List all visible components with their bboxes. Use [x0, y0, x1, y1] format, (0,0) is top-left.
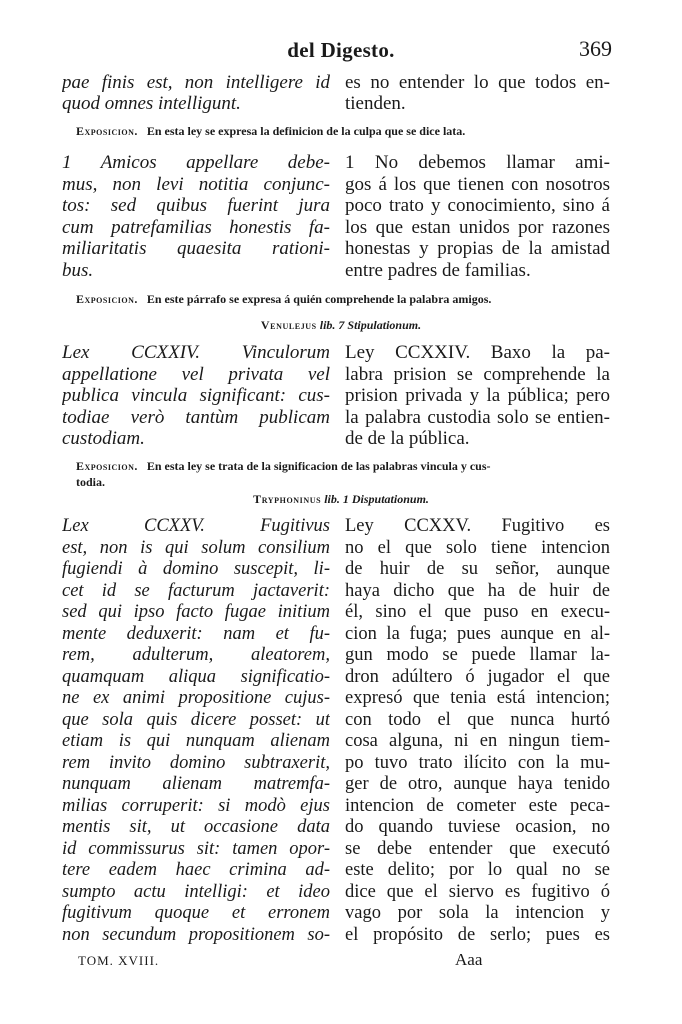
- latin-line: custodiam.: [62, 428, 145, 449]
- latin-line: publica vincula significant: cus-: [62, 385, 330, 406]
- latin-line: ne ex animi propositione cujus-: [62, 688, 330, 708]
- spanish-line: este delito; por lo qual no se: [345, 860, 610, 880]
- latin-line: todiae verò tantùm publicam: [62, 406, 330, 428]
- latin-line: mentis sit, ut occasione data: [62, 817, 330, 837]
- source-author: Tryphoninus: [253, 492, 322, 506]
- exposicion-text: En esta ley se expresa la definicion de la culpa que se dice lata.: [146, 124, 466, 138]
- spanish-line: haya dicho que ha de huir de: [345, 580, 610, 601]
- latin-line: tos: sed quibus fuerint jura: [62, 195, 330, 216]
- latin-line: rem invito domino subtraxerit,: [62, 752, 330, 773]
- spanish-line: po tuvo trato ilícito con la mu-: [345, 752, 610, 773]
- spanish-column: [345, 342, 610, 450]
- latin-line: quod omnes intelligunt.: [62, 93, 241, 114]
- source-author: Venulejus: [260, 318, 317, 332]
- text-block-lex-ccxxiv: [62, 342, 610, 452]
- latin-line: bus.: [62, 259, 94, 281]
- volume-signature: TOM. XVIII.: [78, 953, 160, 968]
- exposicion-label: Exposicion.: [76, 459, 138, 473]
- spanish-column: [345, 516, 610, 946]
- source-work: lib. 7 Stipulationum.: [319, 318, 422, 332]
- latin-line: mus, non levi notitia conjunc-: [62, 173, 330, 195]
- exposicion-label: Exposicion.: [76, 124, 138, 138]
- latin-column: [62, 516, 330, 946]
- spanish-line: labra prision se comprehende la: [345, 363, 610, 385]
- running-title: del Digesto.: [287, 38, 395, 62]
- latin-line: Lex CCXXV. Fugitivus: [62, 516, 330, 536]
- spanish-line: poco trato y conocimiento, sino á: [345, 195, 610, 216]
- exposicion-text: En esta ley se trata de la significacion de las palabras vincula y cus-: [146, 459, 491, 473]
- spanish-line: vago por sola la intencion y: [345, 903, 610, 923]
- running-head: [0, 38, 682, 66]
- latin-line: cet id se facturum jactaverit:: [62, 580, 330, 601]
- spanish-line: Ley CCXXV. Fugitivo es: [345, 516, 610, 536]
- latin-line: sed qui ipso facto fugae initium: [62, 602, 330, 622]
- text-block-paragraph-1: [62, 152, 610, 282]
- spanish-line: tienden.: [345, 93, 406, 114]
- exposicion-note: [76, 458, 606, 490]
- spanish-line: honestas y propias de la amistad: [345, 238, 610, 259]
- latin-line: tere eadem haec crimina ad-: [62, 860, 330, 880]
- exposicion-label: Exposicion.: [76, 292, 138, 306]
- spanish-line: de de la pública.: [345, 428, 470, 449]
- spanish-column: [345, 152, 610, 281]
- latin-line: mente deduxerit: nam et fu-: [62, 623, 330, 644]
- exposicion-note: [76, 291, 606, 307]
- spanish-column: [345, 72, 610, 114]
- spanish-line: cion la fuga; pues aunque en al-: [345, 623, 610, 644]
- source-citation: [0, 318, 682, 333]
- spanish-line: cosa alguna, ni en ningun tiem-: [345, 731, 610, 751]
- source-work: lib. 1 Disputationum.: [324, 492, 429, 506]
- latin-line: non secundum propositionem so-: [62, 924, 330, 945]
- spanish-line: Ley CCXXIV. Baxo la pa-: [345, 342, 610, 363]
- spanish-line: dron adúltero ó jugador el que: [345, 666, 610, 687]
- spanish-line: entre padres de familias.: [345, 259, 531, 281]
- spanish-line: 1 No debemos llamar ami-: [345, 152, 610, 173]
- spanish-line: do quando tuviese ocasion, no: [345, 817, 610, 837]
- spanish-line: él, sino el que puso en execu-: [345, 602, 610, 622]
- text-block-lex-ccxxv: [62, 516, 610, 948]
- spanish-line: con todo el que nunca hurtó: [345, 709, 610, 730]
- source-citation: [0, 492, 682, 507]
- spanish-line: dice que el siervo es fugitivo ó: [345, 881, 610, 902]
- exposicion-text: todia.: [76, 475, 106, 489]
- latin-line: id commissurus sit: tamen opor-: [62, 838, 330, 859]
- latin-line: nunquam alienam matremfa-: [62, 774, 330, 794]
- spanish-line: gos á los que tienen con nosotros: [345, 173, 610, 195]
- latin-line: fugitivum quoque et erronem: [62, 903, 330, 923]
- latin-line: quamquam aliqua significatio-: [62, 666, 330, 687]
- latin-line: sumpto actu intelligi: et ideo: [62, 881, 330, 902]
- spanish-line: prision privada y la pública; pero: [345, 385, 610, 406]
- catchword: Aaa: [455, 950, 483, 969]
- latin-line: que sola quis dicere posset: ut: [62, 709, 330, 730]
- latin-column: [62, 342, 330, 450]
- latin-line: 1 Amicos appellare debe-: [62, 152, 330, 173]
- spanish-line: de huir de su señor, aunque: [345, 559, 610, 579]
- spanish-line: los que estan unidos por razones: [345, 216, 610, 238]
- text-block-continuation: [62, 72, 610, 116]
- spanish-line: expresó que tenia está intencion;: [345, 688, 610, 708]
- exposicion-note: [76, 123, 606, 139]
- spanish-line: gun modo se puede llamar la-: [345, 645, 610, 665]
- spanish-line: se debe entender que executó: [345, 838, 610, 859]
- spanish-line: es no entender lo que todos en-: [345, 72, 610, 93]
- latin-line: pae finis est, non intelligere id: [62, 72, 330, 93]
- latin-line: milias corruperit: si modò ejus: [62, 795, 330, 816]
- spanish-line: intencion de cometer este peca-: [345, 795, 610, 816]
- latin-column: [62, 72, 330, 114]
- spanish-line: no el que solo tiene intencion: [345, 537, 610, 558]
- latin-line: cum patrefamilias honestis fa-: [62, 216, 330, 238]
- latin-line: appellatione vel privata vel: [62, 363, 330, 385]
- latin-line: Lex CCXXIV. Vinculorum: [62, 342, 330, 363]
- spanish-line: ger de otro, aunque haya tenido: [345, 774, 610, 794]
- spanish-line: el propósito de serlo; pues es: [345, 924, 610, 945]
- page-number: 369: [579, 36, 612, 61]
- latin-line: miliaritatis quaesita rationi-: [62, 238, 330, 259]
- exposicion-text: En este párrafo se expresa á quién comprehende la palabra amigos.: [146, 292, 492, 306]
- latin-column: [62, 152, 330, 281]
- latin-line: fugiendi à domino suscepit, li-: [62, 559, 330, 579]
- spanish-line: la palabra custodia solo se entien-: [345, 406, 610, 428]
- latin-line: etiam is qui nunquam alienam: [62, 731, 330, 751]
- latin-line: rem, adulterum, aleatorem,: [62, 645, 330, 665]
- latin-line: est, non is qui solum consilium: [62, 537, 330, 558]
